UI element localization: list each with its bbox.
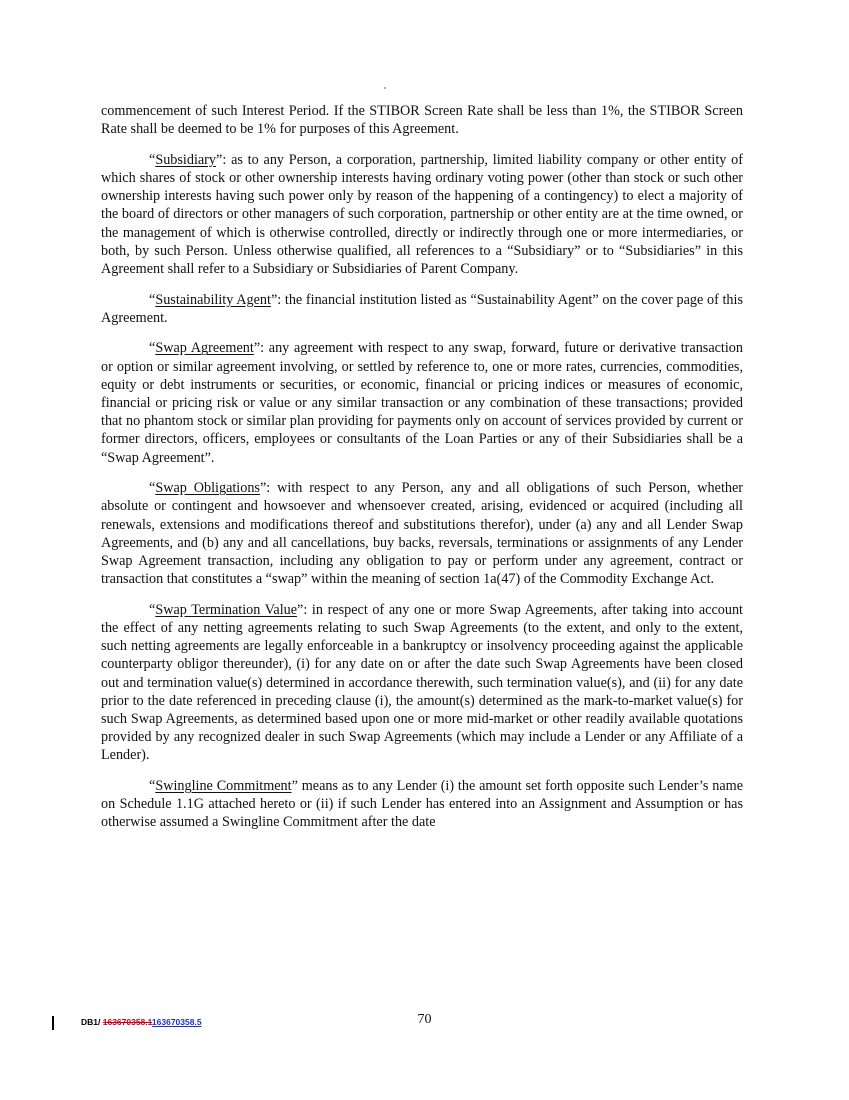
close-quote: ” [259,480,267,497]
page-number: 70 [417,1012,432,1027]
definition-swap-obligations [101,479,743,588]
open-quote: “ [149,480,156,497]
open-quote: “ [149,601,156,618]
close-quote: ” [291,778,298,795]
close-quote: ” [297,601,304,618]
definition-text: : the financial institution listed as “Sustainability Agent” on the cover page of this Agreement. [101,291,743,326]
definition-text: : as to any Person, a corporation, partnership, limited liability company or other entity of which shares of stock or other ownership interests having ordinary voting power (other than stock or such other ownership interests having such power only by reason of the happening of a contingency) to elect a majority of the board of directors or other managers of such corporation, partnership or other entity are at the time owned, or the management of which is otherwise controlled, directly or indirectly through one or more intermediaries, or both, by such Person. Unless otherwise qualified, all references to a “Subsidiary” or to “Subsidiaries” in this Agreement shall refer to a Subsidiary or Subsidiaries of Parent Company. [101,151,743,278]
deleted-doc-number: 163670358.1 [102,1017,152,1027]
definition-text: : any agreement with respect to any swap, forward, future or derivative transaction or option or similar agreement involving, or settled by reference to, one or more rates, currencies, commodities, equity or debt instruments or securities, or economic, financial or pricing indices or measures of economic, financial or pricing risk or value or any similar transaction or any combination of these transactions; provided that no phantom stock or similar plan providing for payments only on account of services provided by current or former directors, officers, employees or consultants of the Loan Parties or any of their Subsidiaries shall be a “Swap Agreement”. [101,340,743,466]
definition-subsidiary [101,151,743,278]
definition-swingline-commitment [101,777,743,832]
open-quote: “ [149,291,156,308]
defined-term: Sustainability Agent [155,291,271,308]
open-quote: “ [149,340,156,357]
definition-text: : with respect to any Person, any and all obligations of such Person, whether absolute or contingent and howsoever and whensoever created, arising, evidenced or acquired (including all renewals, extensions and modifications thereof and substitutions therefor), under (a) any and all Lender Swap Agreements, and (b) any and all cancellations, buy backs, reversals, terminations or assignments of any Lender Swap Agreement transaction, including any obligation to pay or perform under any agreement, contract or transaction that constitutes a “swap” within the meaning of section 1a(47) of the Commodity Exchange Act. [101,480,744,588]
open-quote: “ [149,778,156,795]
definition-sustainability-agent [101,291,743,327]
definition-text: : in respect of any one or more Swap Agreements, after taking into account the effect of any netting agreements relating to such Swap Agreements (to the extent, and only to the extent, such netting agreements are legally enforceable in a bankruptcy or insolvency proceeding against the applicable counterparty obligor thereunder), (i) for any date on or after the date such Swap Agreements have been closed out and termination value(s) determined in accordance therewith, such termination value(s), and (ii) for any date prior to the date referenced in preceding clause (i), the amount(s) determined as the mark-to-market value(s) for such Swap Agreements, as determined based upon one or more mid-market or other readily available quotations provided by any recognized dealer in such Swap Agreements (which may include a Lender or any Affiliate of a Lender). [101,601,743,764]
definition-swap-termination-value [101,601,743,765]
definition-text: means as to any Lender (i) the amount set forth opposite such Lender’s name on Schedule 1.1G attached hereto or (ii) if such Lender has entered into an Assignment and Assumption or has otherwise assumed a Swingline Commitment after the date [101,778,743,831]
definition-swap-agreement [101,339,743,466]
defined-term: Swap Agreement [155,340,254,357]
close-quote: ” [216,151,223,168]
paragraph-continuation [101,102,743,138]
doc-prefix: DB1/ [81,1017,103,1027]
open-quote: “ [149,151,156,168]
defined-term: Swingline Commitment [155,778,292,795]
paragraph-text: commencement of such Interest Period. If the STIBOR Screen Rate shall be less than 1%, the STIBOR Screen Rate shall be deemed to be 1% for purposes of this Agreement. [101,103,743,138]
close-quote: ” [253,340,261,357]
stray-mark [384,87,386,89]
defined-term: Subsidiary [155,151,217,168]
body-text [101,102,743,844]
defined-term: Swap Termination Value [155,601,298,618]
close-quote: ” [270,291,278,308]
inserted-doc-number: 163670358.5 [151,1017,202,1027]
defined-term: Swap Obligations [155,480,260,497]
